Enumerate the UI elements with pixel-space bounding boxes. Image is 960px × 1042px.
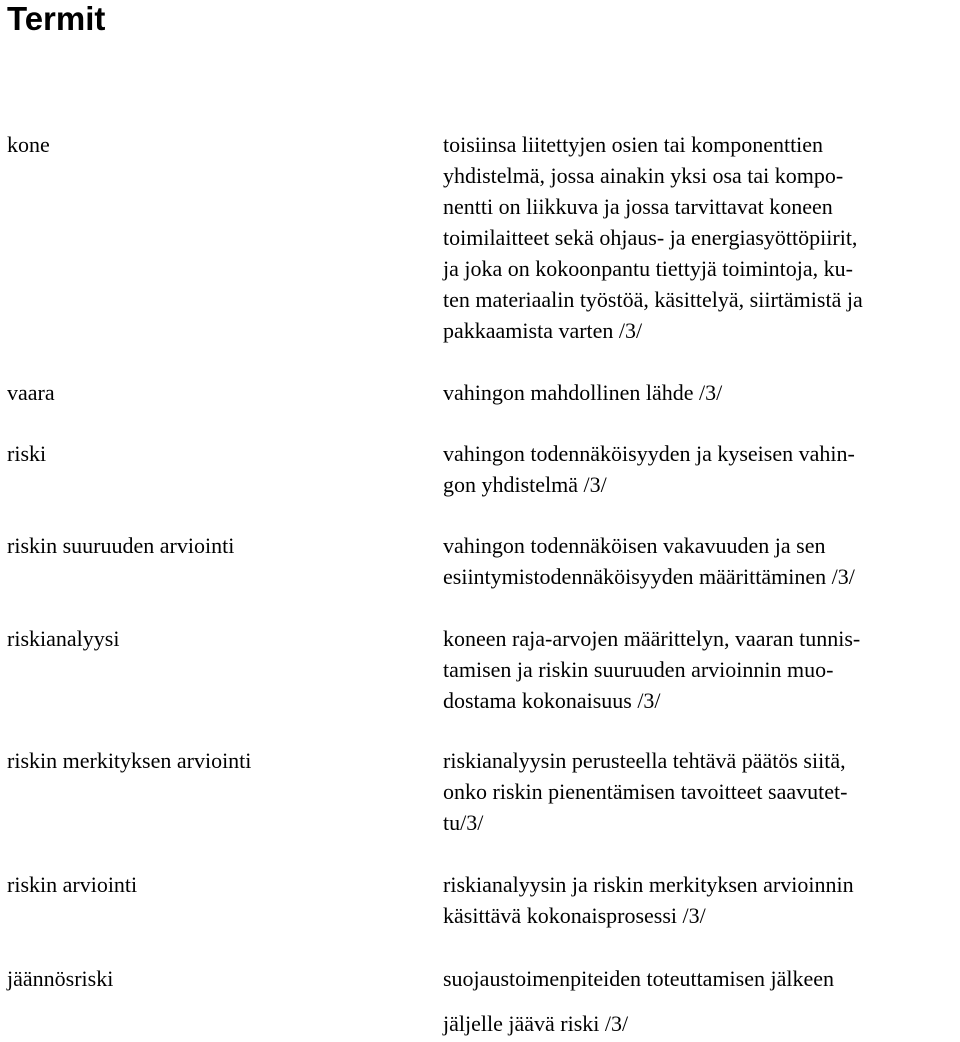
definition-line: vahingon todennäköisen vakavuuden ja sen: [443, 533, 826, 558]
definition-line: esiintymistodennäköisyyden määrittäminen /3/: [443, 564, 855, 589]
definition-line: ten materiaalin työstöä, käsittelyä, siirtämistä ja: [443, 287, 863, 312]
term-label: kone: [7, 132, 50, 157]
term-definition: [443, 869, 958, 931]
term-definition: [443, 129, 958, 346]
definition-line: toisiinsa liitettyjen osien tai komponenttien: [443, 132, 824, 157]
definition-line: dostama kokonaisuus /3/: [443, 688, 661, 713]
definition-line: vahingon mahdollinen lähde /3/: [443, 380, 723, 405]
definition-line: gon yhdistelmä /3/: [443, 472, 607, 497]
term-label: riskin merkityksen arviointi: [7, 748, 252, 773]
definition-line: riskianalyysin perusteella tehtävä päätös siitä,: [443, 748, 846, 773]
definition-line: tamisen ja riskin suuruuden arvioinnin muo-: [443, 657, 834, 682]
term-definition: [443, 745, 958, 838]
definition-line: ja joka on kokoonpantu tiettyjä toimintoja, ku-: [443, 256, 853, 281]
term-label: vaara: [7, 380, 55, 405]
definition-line: vahingon todennäköisyyden ja kyseisen vahin-: [443, 441, 855, 466]
term-definition: [443, 377, 958, 408]
term-label: riskin arviointi: [7, 872, 138, 897]
definition-line: yhdistelmä, jossa ainakin yksi osa tai kompo-: [443, 163, 844, 188]
definition-line: onko riskin pienentämisen tavoitteet saavutet-: [443, 779, 848, 804]
definition-line: jäljelle jäävä riski /3/: [443, 1011, 629, 1036]
definition-line: tu/3/: [443, 810, 484, 835]
definition-line: käsittävä kokonaisprosessi /3/: [443, 903, 706, 928]
term-definition: [443, 438, 958, 500]
definition-line: pakkaamista varten /3/: [443, 318, 643, 343]
term-definition: [443, 623, 958, 716]
term-label: jäännösriski: [7, 966, 114, 991]
definition-line: suojaustoimenpiteiden toteuttamisen jälkeen: [443, 966, 835, 991]
definition-line: toimilaitteet sekä ohjaus- ja energiasyöttöpiirit,: [443, 225, 858, 250]
term-label: riski: [7, 441, 47, 466]
term-definition: [443, 963, 958, 1039]
page-title: Termit: [7, 0, 106, 37]
definition-line: koneen raja-arvojen määrittelyn, vaaran tunnis-: [443, 626, 861, 651]
definition-line: nentti on liikkuva ja jossa tarvittavat koneen: [443, 194, 833, 219]
term-label: riskin suuruuden arviointi: [7, 533, 235, 558]
term-definition: [443, 530, 958, 592]
term-label: riskianalyysi: [7, 626, 120, 651]
definition-line: riskianalyysin ja riskin merkityksen arvioinnin: [443, 872, 854, 897]
